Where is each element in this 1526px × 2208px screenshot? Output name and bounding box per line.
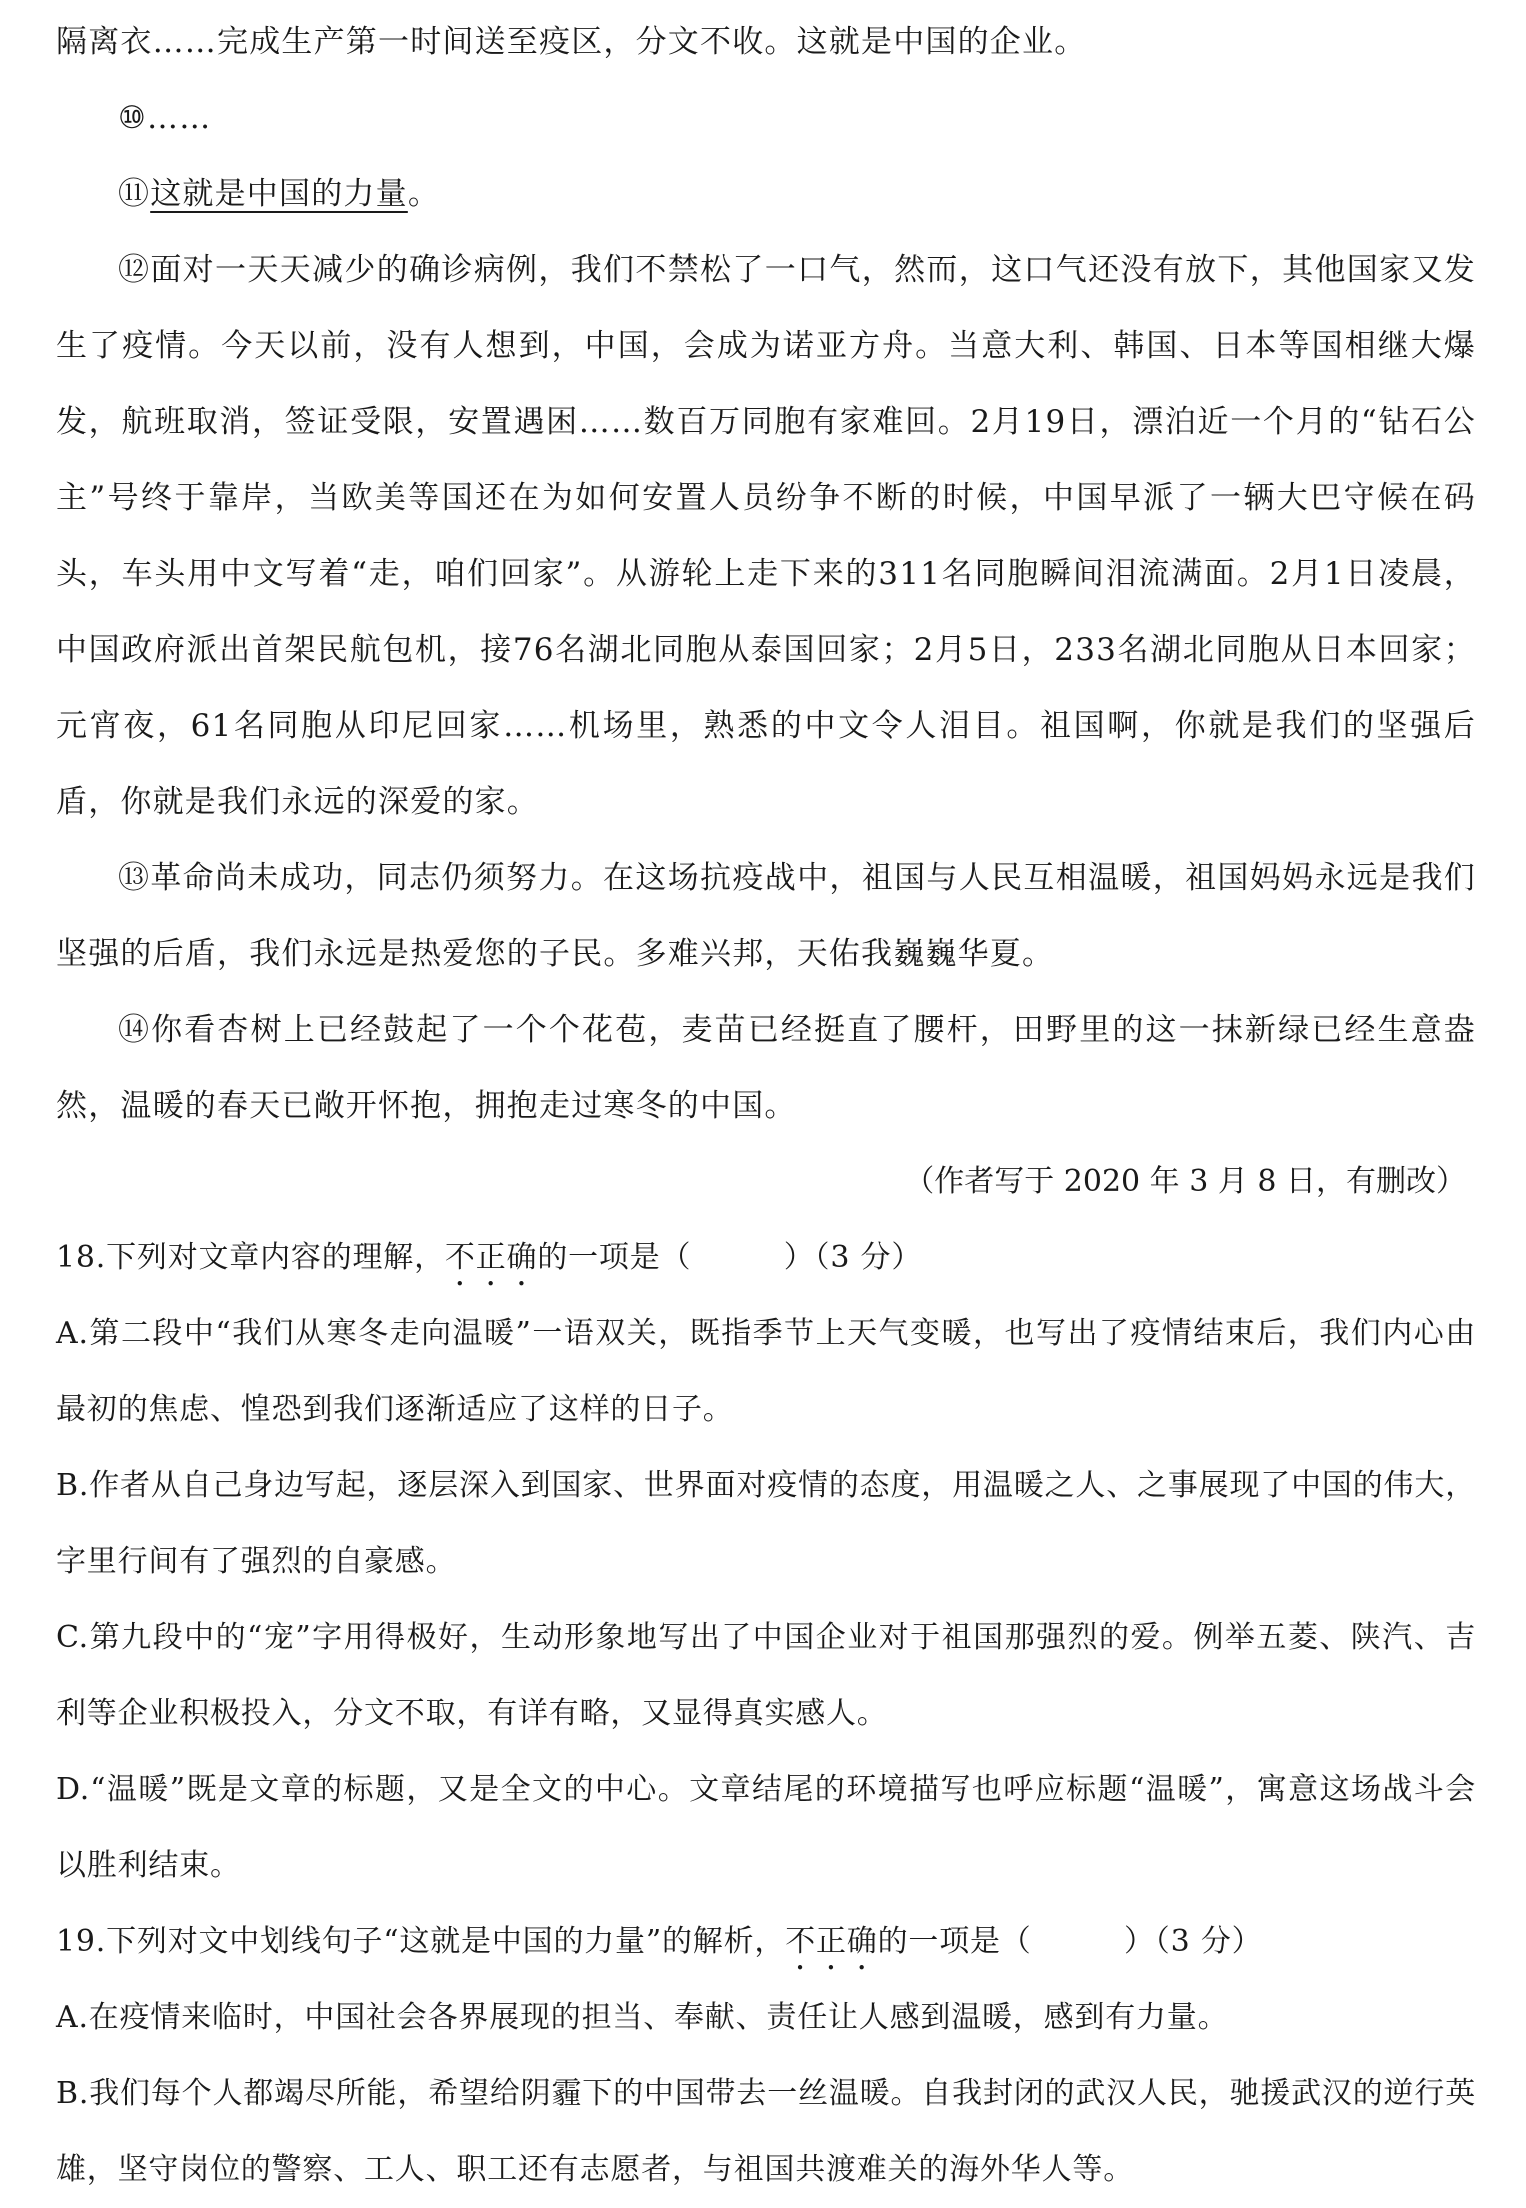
passage-paragraph-13: ⑬革命尚未成功，同志仍须努力。在这场抗疫战中，祖国与人民互相温暖，祖国妈妈永远是我们坚强的后盾，我们永远是热爱您的子民。多难兴邦，天佑我巍巍华夏。 <box>56 860 1476 972</box>
question-19-emphasis: 不正确 <box>785 1924 878 1959</box>
passage-paragraph-10: ⑩…… <box>118 100 212 136</box>
paragraph-number: ⑪ <box>118 176 151 212</box>
passage-paragraph-9-end: 隔离衣……完成生产第一时间送至疫区，分文不收。这就是中国的企业。 <box>56 24 1087 60</box>
question-18-suffix: 的一项是（ ）（3 分） <box>537 1240 923 1275</box>
question-18-option-d: D.“温暖”既是文章的标题，又是全文的中心。文章结尾的环境描写也呼应标题“温暖”，寓意这场战斗会以胜利结束。 <box>56 1772 1476 1883</box>
question-19-prefix: 19.下列对文中划线句子“这就是中国的力量”的解析， <box>56 1924 786 1959</box>
question-18-option-a: A.第二段中“我们从寒冬走向温暖”一语双关，既指季节上天气变暖，也写出了疫情结束后，我们内心由最初的焦虑、惶恐到我们逐渐适应了这样的日子。 <box>56 1316 1476 1427</box>
sentence-end: 。 <box>407 176 441 212</box>
question-18-option-c: C.第九段中的“宠”字用得极好，生动形象地写出了中国企业对于祖国那强烈的爱。例举五菱、陕汽、吉利等企业积极投入，分文不取，有详有略，又显得真实感人。 <box>56 1620 1476 1731</box>
underlined-sentence: 这就是中国的力量 <box>150 176 408 212</box>
passage-paragraph-11 <box>56 156 1476 232</box>
passage-paragraph-14: ⑭你看杏树上已经鼓起了一个个花苞，麦苗已经挺直了腰杆，田野里的这一抹新绿已经生意盎然，温暖的春天已敞开怀抱，拥抱走过寒冬的中国。 <box>56 1012 1476 1124</box>
question-19-stem <box>56 1904 1476 1980</box>
question-18-prefix: 18.下列对文章内容的理解， <box>56 1240 445 1275</box>
question-18-emphasis: 不正确 <box>444 1240 538 1275</box>
question-19-option-a: A.在疫情来临时，中国社会各界展现的担当、奉献、责任让人感到温暖，感到有力量。 <box>56 2000 1229 2035</box>
question-18-option-b: B.作者从自己身边写起，逐层深入到国家、世界面对疫情的态度，用温暖之人、之事展现了中国的伟大，字里行间有了强烈的自豪感。 <box>56 1468 1476 1579</box>
author-note: （作者写于 2020 年 3 月 8 日，有删改） <box>904 1164 1466 1199</box>
question-18-stem <box>56 1220 1476 1296</box>
passage-paragraph-12: ⑫面对一天天减少的确诊病例，我们不禁松了一口气，然而，这口气还没有放下，其他国家又发生了疫情。今天以前，没有人想到，中国，会成为诺亚方舟。当意大利、韩国、日本等国相继大爆发，航班取消，签证受限，安置遇困……数百万同胞有家难回。2月19日，漂泊近一个月的“钻石公主”号终于靠岸，当欧美等国还在为如何安置人员纷争不断的时候，中国早派了一辆大巴守候在码头，车头用中文写着“走，咱们回家”。从游轮上走下来的311名同胞瞬间泪流满面。2月1日凌晨，中国政府派出首架民航包机，接76名湖北同胞从泰国回家；2月5日，233名湖北同胞从日本回家；元宵夜，61名同胞从印尼回家……机场里，熟悉的中文令人泪目。祖国啊，你就是我们的坚强后盾，你就是我们永远的深爱的家。 <box>56 252 1476 820</box>
question-19-suffix: 的一项是（ ）（3 分） <box>877 1924 1263 1959</box>
question-19-option-b: B.我们每个人都竭尽所能，希望给阴霾下的中国带去一丝温暖。自我封闭的武汉人民，驰援武汉的逆行英雄，坚守岗位的警察、工人、职工还有志愿者，与祖国共渡难关的海外华人等。 <box>56 2076 1476 2187</box>
